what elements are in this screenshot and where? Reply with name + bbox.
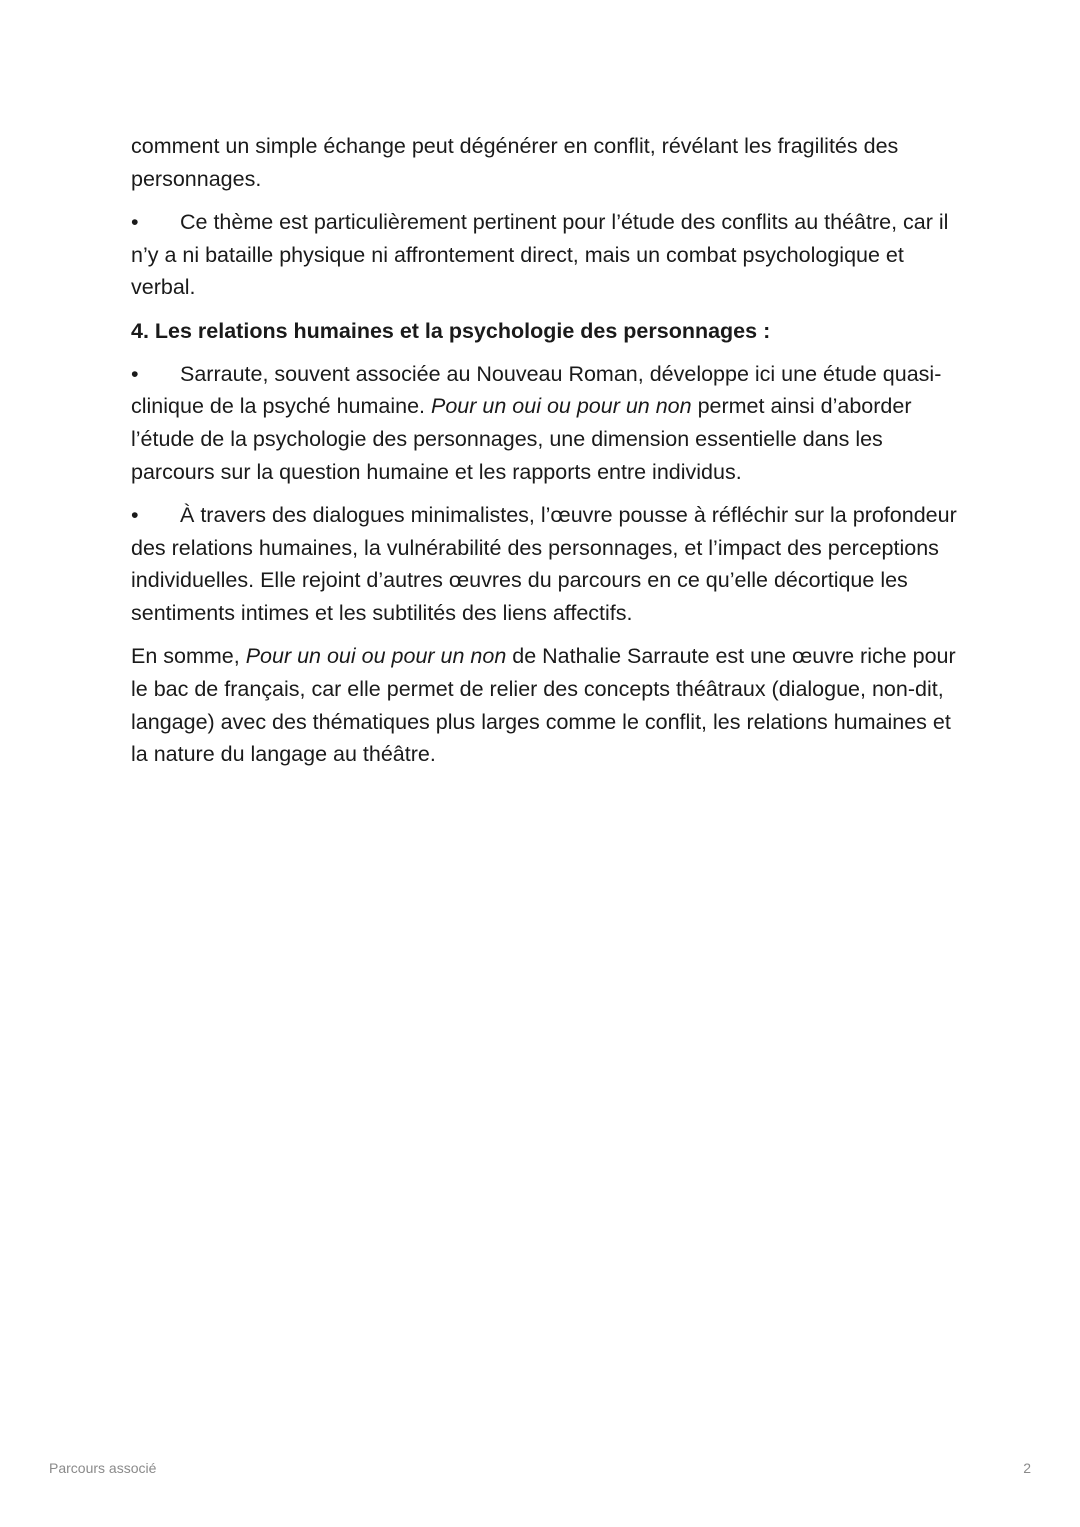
bullet-text: À travers des dialogues minimalistes, l’œuvre pousse à réfléchir sur la profondeur des relations humaines, la vulnérabilité des personnages, et l’impact des perceptions individuelles. Elle rejoint d’autres œuvres du parcours en ce qu’elle décortique les sentiments intimes et les subtilités des liens affectifs. xyxy=(131,503,957,626)
bullet-text: Ce thème est particulièrement pertinent pour l’étude des conflits au théâtre, car il n’y a ni bataille physique ni affrontement direct, mais un combat psychologique et verbal. xyxy=(131,209,949,300)
bullet-paragraph-psychology xyxy=(131,358,961,489)
conclusion-paragraph xyxy=(131,640,961,771)
work-title: Pour un oui ou pour un non xyxy=(245,644,507,669)
bullet-marker: • xyxy=(131,209,139,234)
document-body xyxy=(131,130,961,782)
footer-page-number: 2 xyxy=(1023,1460,1031,1476)
bullet-paragraph-conflict xyxy=(131,206,961,304)
bullet-marker: • xyxy=(131,503,139,528)
conclusion-text-end: de Nathalie Sarraute est une œuvre riche pour le bac de français, car elle permet de relier des concepts théâtraux (dialogue, non-dit, langage) avec des thématiques plus larges comme le conflit, les relations humaines et la nature du langage au théâtre. xyxy=(131,644,956,767)
section-heading: 4. Les relations humaines et la psychologie des personnages : xyxy=(131,318,771,343)
bullet-text-start: Sarraute, souvent associée au Nouveau Roman, développe ici une étude quasi-clinique de la psyché humaine. xyxy=(131,361,942,419)
paragraph-continuation: comment un simple échange peut dégénérer en conflit, révélant les fragilités des personnages. xyxy=(131,134,899,191)
bullet-paragraph-relations xyxy=(131,499,961,630)
conclusion-text-start: En somme, xyxy=(131,644,246,669)
bullet-text-end: permet ainsi d’aborder l’étude de la psychologie des personnages, une dimension essentielle dans les parcours sur la question humaine et les rapports entre individus. xyxy=(131,394,912,484)
bullet-marker: • xyxy=(131,361,139,386)
footer-section-label: Parcours associé xyxy=(49,1460,157,1476)
work-title: Pour un oui ou pour un non xyxy=(431,394,692,419)
